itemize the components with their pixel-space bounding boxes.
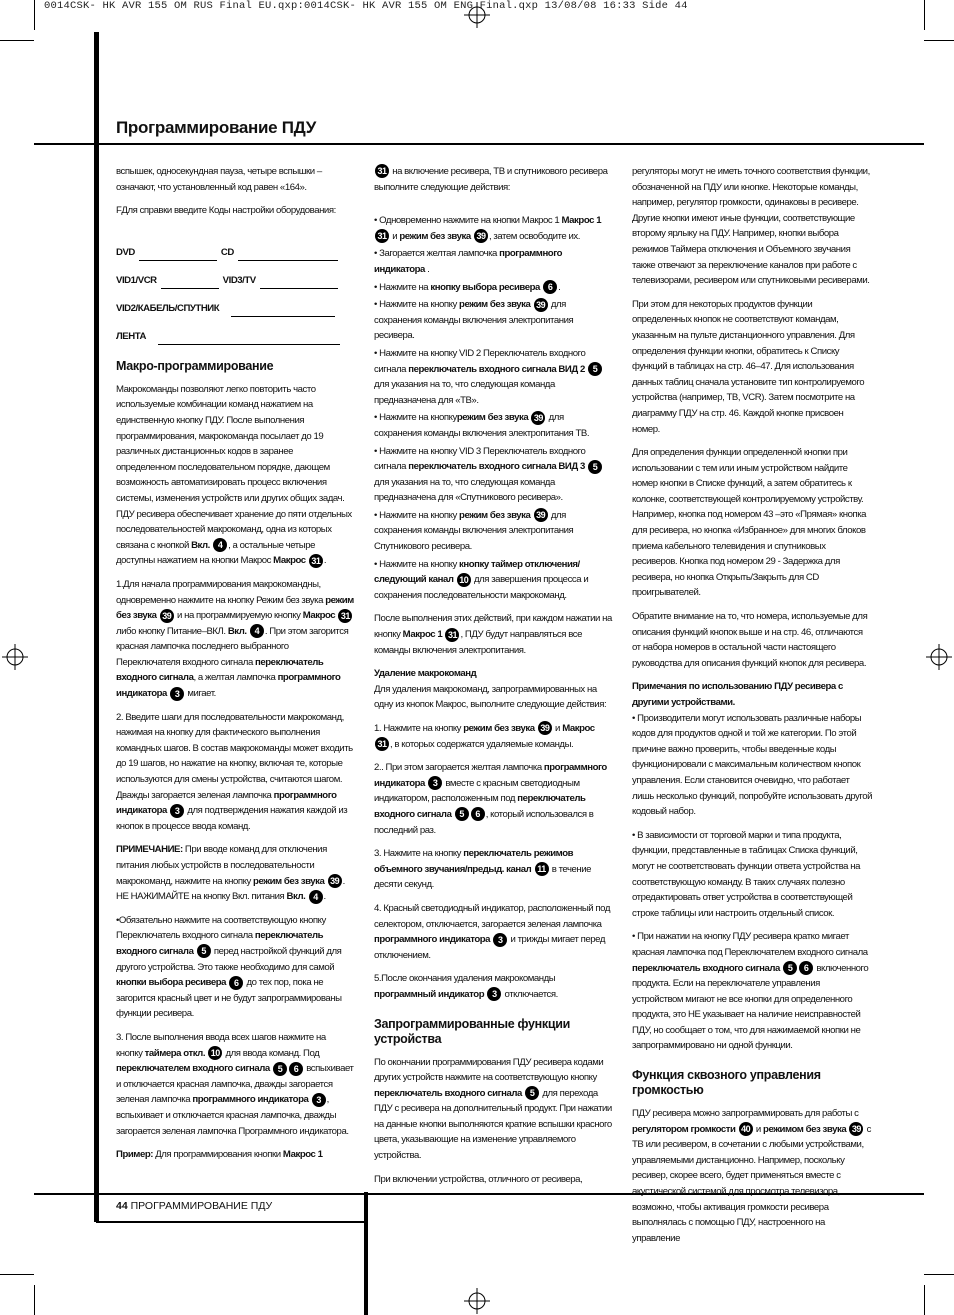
bullet-item: [374, 246, 612, 277]
text-run: • Нажмите на кнопку: [374, 299, 460, 311]
text-run: перед настройкой функций для другого устройства. Это также необходимо для самой: [116, 945, 342, 973]
crop-mark: [924, 40, 954, 41]
button-number-icon: 3: [493, 933, 507, 947]
text-run: 1. Нажмите на кнопку: [374, 723, 464, 734]
button-number-icon: 11: [535, 862, 549, 876]
bold-text: режим без звука: [456, 412, 529, 424]
text-run: для завершения процесса и сохранения последовательности макрокоманд.: [374, 574, 589, 601]
text-run: 1.Для начала программирования макрокомандны, одновременно нажмите на кнопку Режим без звука: [116, 578, 326, 606]
button-number-icon: 31: [375, 229, 389, 243]
button-number-icon: 3: [312, 1093, 326, 1107]
code-form-row: [116, 261, 354, 289]
text-run: 4. Красный светодиодный индикатор, расположенный под селектором, отключается, загорается зеленая лампочка: [374, 902, 610, 930]
button-number-icon: 6: [289, 1062, 303, 1076]
text-run: и: [552, 723, 563, 734]
margin-bar: [94, 32, 99, 1222]
button-number-icon: 5: [525, 1086, 539, 1100]
button-number-icon: 39: [534, 298, 548, 312]
bold-text: программный индикатор: [374, 988, 485, 1000]
button-number-icon: 4: [309, 890, 323, 904]
button-number-icon: 5: [588, 460, 602, 474]
registration-mark-icon: [2, 644, 28, 670]
bold-text: Пример:: [116, 1149, 153, 1161]
form-label: VID2/КАБЕЛЬ/СПУТНИК: [116, 303, 220, 315]
button-number-icon: 3: [487, 987, 501, 1001]
bold-text: переключатель входного сигнала: [116, 656, 324, 684]
bold-text: переключатель входного сигнала ВИД 2: [408, 363, 585, 375]
bold-text: переключатель входного сигнала ВИД 3: [408, 461, 585, 473]
crop-mark: [924, 0, 925, 30]
bold-text: Вкл.: [286, 891, 306, 903]
text-run: , ПДУ будут направляться все команды включения электропитания.: [374, 629, 583, 656]
crop-mark: [0, 1274, 34, 1275]
paragraph: [116, 1147, 354, 1163]
text-run: • Нажмите на кнопку: [374, 412, 457, 424]
paragraph: [374, 611, 612, 658]
bullet-item: [374, 346, 612, 408]
header-rule: [34, 143, 924, 145]
bullet-item: [374, 508, 612, 555]
text-run: для ввода команд. Под: [223, 1047, 320, 1059]
paragraph: • Производители могут использовать различные наборы кодов для продуктов одной и той же категории. По этой причине важно проверить, чтобы введенные коды функционировали с максимальным количеством кнопок управления. Если становится очевидно, что работает лишь несколько функций, попробуйте использовать другой кодовый набор.: [632, 712, 873, 818]
page-footer: [116, 1200, 272, 1212]
text-run: вспыхивает и отключается красная лампочка, дважды загорается зеленая лампочка: [116, 1063, 354, 1106]
column-2: [374, 164, 612, 1195]
bold-text: регулятором громкости: [632, 1123, 736, 1135]
section-heading: Функция сквозного управления громкостью: [632, 1068, 821, 1098]
bold-text: Макрос 1: [282, 1149, 323, 1161]
bold-text: программного индикатора: [116, 789, 337, 817]
button-number-icon: 3: [170, 687, 184, 701]
text-run: . НЕ НАЖИМАЙТЕ на кнопку Вкл. питания: [116, 875, 345, 903]
text-run: либо кнопку Питание–ВКЛ.: [116, 625, 228, 637]
bold-text: ПРИМЕЧАНИЕ:: [116, 844, 183, 856]
registration-mark-icon: [464, 1288, 490, 1314]
text-run: в течение десяти секунд.: [374, 863, 592, 891]
bullet-item: [374, 213, 612, 244]
text-run: 5.После окончания удаления макрокоманды: [374, 973, 556, 985]
paragraph: • В зависимости от торговой марки и типа продукта, функции, представленные в таблицах Списка функций, могут не соответствовать функции ответа устройства на соответствующую команду. В таких случаях полезно отредактировать ответ устройства в соответствующей строке таблицы или настроить отдельный список.: [632, 829, 860, 919]
paragraph: Макрокоманды позволяют легко повторить часто используемые комбинации команд нажатием на единственную кнопку ПДУ. После выполнения программирования, макрокоманда посылает до 19 различных дистанционных кодов в заранее определенном последовательном порядке, дающем возможность автоматизировать процесс включения системы, изменения устройств или других общих задач. ПДУ ресивера обеспечивает хранение до пяти отдельных последовательностей макрокоманд, одна из которых связана с кнопкой Вкл. 4 , а остальные четыре доступны нажатием на кнопки Макрос Макрос 31 .: [116, 383, 352, 567]
paragraph: [116, 710, 354, 835]
bullet-item: [374, 280, 612, 296]
button-number-icon: 31: [375, 737, 389, 751]
section-heading: Макро-программирование: [116, 358, 274, 373]
text-run: • Нажмите на: [374, 281, 431, 293]
bold-text: переключатель входного сигнала: [374, 1087, 522, 1099]
paragraph: [116, 577, 354, 702]
text-run: и: [390, 230, 400, 242]
button-number-icon: 10: [208, 1046, 222, 1060]
text-run: для подтверждения нажатия каждой из кнопок в процессе ввода команд.: [116, 805, 348, 832]
bold-text: программного индикатора: [374, 934, 491, 946]
text-run: 3. После выполнения ввода всех шагов нажмите на кнопку: [116, 1031, 326, 1059]
text-run: .: [424, 263, 430, 275]
text-run: мигает.: [185, 688, 216, 700]
button-number-icon: 31: [338, 609, 352, 623]
button-number-icon: 31: [375, 164, 389, 178]
paragraph: [116, 1030, 354, 1139]
bold-text: переключателем входного сигнала: [116, 1063, 270, 1075]
text-run: 2. Введите шаги для последовательности макрокоманд, нажимая на кнопку для фактического выполнения командных шагов. В состав макрокоманды может входить до 19 шагов, но нажатие на кнопку, включая те, которые используются для смены устройства, считаются шагом. Дважды загорается зеленая лампочка: [116, 711, 353, 801]
paragraph: [374, 1055, 612, 1164]
button-number-icon: 39: [538, 721, 552, 735]
paragraph: [632, 929, 872, 1054]
text-run: , затем освободите их.: [488, 230, 580, 242]
text-run: • При нажатии на кнопку ПДУ ресивера кратко мигает красная лампочка под Переключателем входного сигнала: [632, 931, 868, 958]
crop-mark: [924, 1285, 925, 1315]
button-number-icon: 5: [273, 1062, 287, 1076]
button-number-icon: 4: [213, 538, 227, 552]
bold-text: Вкл.: [191, 539, 210, 551]
button-number-icon: 31: [309, 554, 323, 568]
text-run: 2.. При этом загорается желтая лампочка: [374, 762, 544, 774]
button-number-icon: 39: [534, 508, 548, 522]
text-run: , который использовался в последний раз.: [374, 808, 594, 836]
text-run: для сохранения команды включения электропитания ресивера.: [374, 299, 574, 342]
button-number-icon: 39: [531, 411, 545, 425]
bold-text: программного индикатора: [374, 762, 607, 789]
page-title: Программирование ПДУ: [116, 118, 316, 137]
text-run: для указания на то, что следующая команда предназначена для «ТВ».: [374, 379, 555, 406]
section-heading: Запрограммированные функции устройства: [374, 1016, 571, 1046]
subheading: [632, 679, 872, 710]
text-run: с ТВ или ресивером, в сочетании с любыми устройствами, управляемыми дистанционно. Например, поскольку ресивер, скорее всего, будет применяться вместе с акустической системой для просмотра телевизора, возможно, чтобы активация громкости ресивера выполнялась с помощью ПДУ, настроенного на управление: [632, 1123, 871, 1244]
page-number: 44: [116, 1200, 128, 1212]
bold-text: Макрос 1: [561, 215, 602, 227]
text-run: для указания на то, что следующая команда предназначена для «Спутникового ресивера».: [374, 476, 563, 504]
paragraph: Для удаления макрокоманд, запрограммированных на одну из кнопок Макрос, выполните следующие действия:: [374, 683, 607, 711]
paragraph: При включении устройства, отличного от ресивера,: [374, 1173, 583, 1185]
crop-mark: [924, 1274, 954, 1275]
button-number-icon: 5: [197, 944, 211, 958]
bold-text: Макрос: [302, 610, 336, 622]
text-run: для сохранения команды включения электропитания ТВ.: [374, 412, 590, 439]
bold-text: Макрос: [273, 555, 306, 567]
button-number-icon: 39: [474, 229, 488, 243]
button-number-icon: 39: [328, 874, 342, 888]
paragraph: Для определения функции определенной кнопки при использовании с тем или иным устройством найдите номер кнопки в Списке функций, а затем обратитесь к колонке, соответствующей контролируемому устройству. Например, кнопка под номером 43 –это «Прямая» кнопка для ресивера, но кнопка «Избранное» для многих блоков приема кабельного телевидения и спутниковых ресиверов. Кнопка под номером 29 - Задержка для ресивера, но кнопка Открыть/Закрыть для CD проигрывателей.: [632, 447, 867, 599]
subheading: [374, 666, 612, 682]
form-label: DVD: [116, 247, 135, 259]
bold-text: режим без звука: [463, 723, 535, 734]
button-number-icon: 6: [543, 280, 557, 294]
print-slug: 0014CSK- HK AVR 155 OM RUS Final EU.qxp:0014CSK- HK AVR 155 OM ENG Final.qxp 13/08/08 16:33 Side 44: [44, 0, 688, 12]
text-run: По окончании программирования ПДУ ресивера кодами других устройств нажмите на соответствующую кнопку: [374, 1056, 604, 1084]
text-run: •Обязательно нажмите на соответствующую кнопку Переключатель входного сигнала: [116, 914, 326, 942]
text-run: После выполнения этих действий, при каждом нажатии на кнопку: [374, 613, 612, 641]
paragraph: [632, 1106, 872, 1246]
bold-text: программного индикатора: [116, 672, 341, 700]
text-run: .: [558, 281, 561, 293]
text-run: и: [753, 1123, 764, 1135]
bold-text: переключатель режимов объемного звучания/предыд. канал: [374, 848, 574, 875]
form-label: ЛЕНТА: [116, 331, 146, 343]
text-run: • Нажмите на кнопку: [374, 509, 460, 521]
text-run: • Нажмите на кнопку VID 2 Переключатель входного сигнала: [374, 347, 586, 375]
bold-text: Макрос 1: [402, 629, 443, 641]
form-blank: [139, 249, 217, 261]
text-run: до тех пор, пока не загорится красный цвет и не будут запрограммированы функции ресивера.: [116, 977, 342, 1020]
footer-bar: [364, 1192, 368, 1315]
text-run: и на программируемую кнопку: [174, 610, 303, 622]
registration-mark-icon: [464, 2, 490, 28]
form-blank: [238, 249, 338, 261]
paragraph: [116, 913, 354, 1022]
button-number-icon: 31: [445, 628, 459, 642]
paragraph: [374, 846, 612, 893]
crop-mark: [34, 0, 35, 30]
bold-text: переключатель входного сигнала: [374, 793, 586, 820]
bold-text: таймера откл.: [144, 1047, 206, 1059]
bold-text: переключатель входного сигнала: [116, 930, 324, 957]
bullet-item: [374, 297, 612, 344]
bold-text: кнопку выбора ресивера: [430, 281, 540, 293]
text-run: При вводе команд для отключения питания любых устройств в последовательности макрокоманд, нажмите на кнопку: [116, 844, 327, 887]
button-number-icon: 6: [471, 807, 485, 821]
paragraph: [374, 164, 612, 195]
paragraph: [374, 721, 612, 752]
button-number-icon: 5: [588, 362, 602, 376]
text-run: на включение ресивера, ТВ и спутникового ресивера выполните следующие действия:: [374, 166, 608, 193]
registration-mark-icon: [926, 644, 952, 670]
footer-underline: [96, 1221, 366, 1223]
paragraph: ПРИМЕЧАНИЕ: При вводе команд для отключения питания любых устройств в последовательности макрокоманд, нажмите на кнопку режим без звука 39 . НЕ НАЖИМАЙТЕ на кнопку Вкл. питания Вкл. 4 .: [116, 844, 345, 903]
text-run: вместе с красным светодиодным индикатором, расположенным под: [374, 777, 580, 805]
code-form-row: [116, 233, 354, 261]
paragraph: регуляторы могут не иметь точного соответствия функции, обозначенной на ПДУ или кнопке. Некоторые команды, например, регулятор громкости, одинаковы в ресивере. Другие кнопки имеют иные функции, соответствующие второму ярлыку на ПДУ. Например, кнопки выбора режимов Таймера отключения и Объемного звучания также отвечают за переключение каналов при работе с телевизорами, ресивером или спутниковыми ресиверами.: [632, 166, 870, 287]
paragraph: [374, 901, 612, 963]
text-run: и трижды мигает перед отключением.: [374, 934, 605, 961]
form-label: CD: [220, 247, 234, 259]
bold-text: Удаление макрокоманд: [374, 668, 477, 680]
code-form-row: [116, 289, 354, 317]
button-number-icon: 3: [428, 776, 442, 790]
text-run: для сохранения команды включения электропитания Спутникового ресивера.: [374, 509, 574, 553]
button-number-icon: 5: [783, 961, 797, 975]
form-blank: [260, 277, 338, 289]
text-run: включенного продукта. Если на переключателе управления устройством мигают не все кнопки для определенного продукта, это НЕ указывает на наличие неисправностей ПДУ, но сообщает о том, что для нажимаемой кнопки не запрограммировано ни одной функции.: [632, 962, 869, 1052]
form-label: VID1/VCR: [116, 275, 157, 287]
form-label: VID3/TV: [222, 275, 256, 287]
paragraph: При этом для некоторых продуктов функции определенных кнопок не соответствуют командам, указанным на пульте дистанционного управления. Для определения функции кнопки, обратитесь к Списку функций в таблицах на стр. 46–47. Для использования данных таблиц сначала установите тип контролируемого устройства (например, ТВ, VCR). Затем посмотрите на диаграмму ПДУ на стр. 46. Каждой кнопке присвоен номер.: [632, 298, 865, 435]
paragraph: вспышек, односекундная пауза, четыре вспышки – означают, что установленный код равен «164».: [116, 166, 322, 193]
form-blank: [161, 277, 219, 289]
bold-text: Примечания по использованию ПДУ ресивера с другими устройствами.: [632, 681, 843, 708]
code-form-row: [116, 317, 354, 345]
paragraph: FДля справки введите Коды настройки оборудования:: [116, 205, 336, 217]
paragraph: [374, 760, 612, 838]
bold-text: режимом без звука: [763, 1123, 847, 1135]
text-run: Для программирования кнопки: [153, 1149, 283, 1161]
text-run: , а желтая лампочка: [193, 672, 278, 684]
text-run: отключается.: [502, 988, 558, 1000]
bold-text: режим без звука: [253, 875, 325, 887]
text-run: Макрокоманды позволяют легко повторить часто используемые комбинации команд нажатием на единственную кнопку ПДУ. После выполнения программирования, макрокоманда посылает до 19 различных дистанционных кодов в заранее определенном последовательном порядке, дающем возможность автоматизировать процесс включения системы, изменения устройств или других общих задач. ПДУ ресивера обеспечивает хранение до пяти отдельных последовательностей макрокоманд, одна из которых связана с кнопкой: [116, 383, 352, 551]
button-number-icon: 39: [160, 609, 174, 623]
text-run: , в которых содержатся удаляемые команды.: [390, 738, 574, 750]
text-run: , вспыхивает и отключается красная лампочка, дважды загорается зеленая лампочка Программного индикатора.: [116, 1094, 349, 1137]
button-number-icon: 39: [849, 1122, 863, 1136]
button-number-icon: 6: [229, 976, 243, 990]
bold-text: Макрос: [562, 723, 595, 734]
paragraph: [374, 971, 612, 1002]
text-run: • Загорается желтая лампочка: [374, 248, 500, 260]
bullet-item: [374, 410, 612, 441]
bold-text: кнопки выбора ресивера: [116, 977, 227, 989]
bullet-item: [374, 557, 612, 604]
text-run: • Нажмите на кнопку VID 3 Переключатель входного сигнала: [374, 445, 586, 473]
text-run: • Одновременно нажмите на кнопки Макрос 1: [374, 215, 562, 227]
button-number-icon: 10: [457, 573, 471, 587]
bold-text: режим без звука: [459, 299, 531, 311]
footer-label: ПРОГРАММИРОВАНИЕ ПДУ: [130, 1200, 273, 1212]
bold-text: режим без звука: [399, 230, 471, 242]
text-run: для перехода ПДУ с ресивера на дополнительный продукт. При нажатии на данные кнопки выполняются краткие вспышки красного цвета, указывающие на изменение управляемого устройства.: [374, 1087, 612, 1162]
bullet-item: [374, 444, 612, 506]
bold-text: режим без звука: [116, 594, 354, 622]
button-number-icon: 3: [170, 804, 184, 818]
form-blank: [231, 305, 335, 317]
bold-text: Вкл.: [227, 625, 247, 637]
crop-mark: [0, 40, 34, 41]
bold-text: кнопку таймер отключения/следующий канал: [374, 558, 580, 586]
crop-mark: [34, 1285, 35, 1315]
bold-text: программного индикатора: [192, 1094, 309, 1106]
text-run: , а остальные четыре доступны нажатием на кнопки Макрос: [116, 539, 315, 567]
bold-text: режим без звука: [459, 509, 531, 521]
text-run: ПДУ ресивера можно запрограммировать для работы с: [632, 1108, 859, 1120]
text-run: • Нажмите на кнопку: [374, 558, 460, 570]
button-number-icon: 5: [455, 807, 469, 821]
button-number-icon: 40: [739, 1122, 753, 1136]
bold-text: переключатель входного сигнала: [632, 962, 780, 974]
button-number-icon: 6: [799, 961, 813, 975]
paragraph: Обратите внимание на то, что номера, используемые для описания функций кнопок выше и на стр. 46, отличаются от набора номеров в остальной части настоящего руководства для описания функций кнопок для ресивера.: [632, 611, 868, 669]
column-1: [116, 164, 354, 1171]
button-number-icon: 4: [250, 624, 264, 638]
text-run: 3. Нажмите на кнопку: [374, 848, 464, 860]
form-blank: [158, 333, 340, 345]
bold-text: программного индикатора: [374, 248, 563, 275]
column-3: [632, 164, 872, 1254]
text-run: . При этом загорится красная лампочка последнего выбранного Переключателя входного сигнала: [116, 625, 349, 668]
